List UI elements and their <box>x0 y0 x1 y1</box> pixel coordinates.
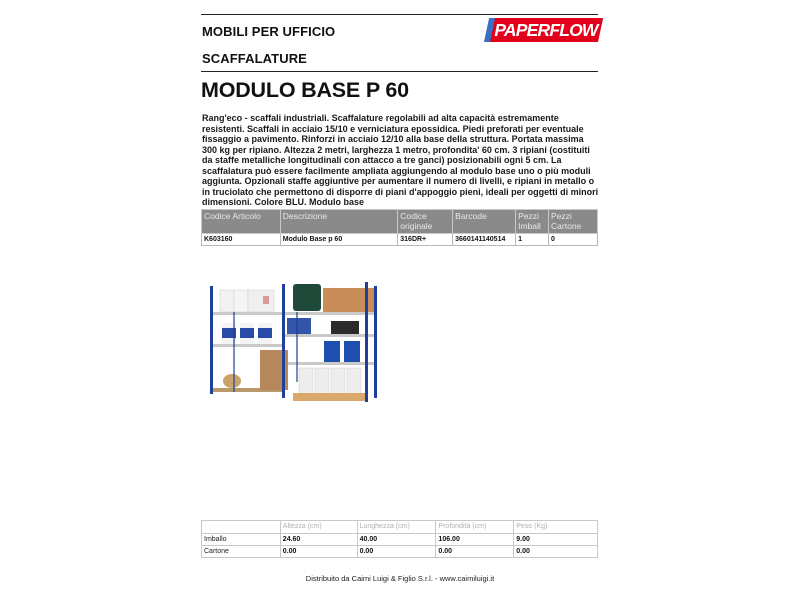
table-row <box>202 234 598 246</box>
col-codice-articolo: Codice Articolo <box>202 210 281 234</box>
cell-codice-articolo: K603160 <box>202 234 281 246</box>
col-barcode: Barcode <box>453 210 516 234</box>
col-descrizione: Descrizione <box>280 210 398 234</box>
article-table-header <box>202 210 598 234</box>
col-lunghezza: Lunghezza (cm) <box>357 521 436 534</box>
cell-altezza: 0.00 <box>280 546 357 558</box>
cell-barcode: 3660141140514 <box>453 234 516 246</box>
product-image <box>203 276 383 402</box>
product-title: MODULO BASE P 60 <box>201 78 409 102</box>
category-heading: MOBILI PER UFFICIO <box>202 24 336 39</box>
table-row <box>202 534 598 546</box>
col-pezzi-imball: Pezzi Imball <box>516 210 549 234</box>
col-altezza: Altezza (cm) <box>280 521 357 534</box>
product-description: Rang'eco - scaffali industriali. Scaffalature regolabili ad alta capacità estremamente resistenti. Scaffali in acciaio 15/10 e verniciatura epossidica. Piedi preforati per eventuale fissaggio a pavimento. Rinforzi in acciaio 12/10 alla base della struttura. Portata massima 300 kg per ripiano. Altezza 2 metri, larghezza 1 metro, profondita' 60 cm. 3 ripiani (costituiti da staffe metalliche longitudinali con attacco a tre ganci) posizionabili ogni 5 cm. La scaffalatura può essere facilmente ampliata aggiungendo al modulo base uno o più moduli aggiunta. Opzionali staffe aggiuntive per aumentare il numero di livelli, e ripiani in metallo o in truciolato che permettono di disporre di piani d'appoggio pieni, ideali per oggetti di minori dimensioni. Colore BLU. Modulo base <box>202 113 599 207</box>
col-profondita: Profondità (cm) <box>436 521 514 534</box>
logo-text: PAPERFLOW <box>494 20 598 40</box>
cell-profondita: 106.00 <box>436 534 514 546</box>
cell-pezzi-imball: 1 <box>516 234 549 246</box>
cell-lunghezza: 0.00 <box>357 546 436 558</box>
cell-descrizione: Modulo Base p 60 <box>280 234 398 246</box>
col-peso: Peso (Kg) <box>514 521 598 534</box>
row-label-cartone: Cartone <box>202 546 281 558</box>
cell-peso: 9.00 <box>514 534 598 546</box>
article-table <box>201 209 598 246</box>
dimensions-table <box>201 520 598 558</box>
col-pezzi-cartone: Pezzi Cartone <box>549 210 598 234</box>
cell-profondita: 0.00 <box>436 546 514 558</box>
col-empty <box>202 521 281 534</box>
top-rule <box>201 14 598 15</box>
table-row <box>202 546 598 558</box>
row-label-imballo: Imballo <box>202 534 281 546</box>
cell-peso: 0.00 <box>514 546 598 558</box>
cell-codice-originale: 316DR+ <box>398 234 453 246</box>
paperflow-logo <box>484 18 598 42</box>
footer-distributor: Distribuito da Caimi Luigi & Figlio S.r.l. - www.caimiluigi.it <box>305 574 495 583</box>
cell-altezza: 24.60 <box>280 534 357 546</box>
col-codice-originale: Codice originale <box>398 210 453 234</box>
cell-lunghezza: 40.00 <box>357 534 436 546</box>
subcategory-heading: SCAFFALATURE <box>202 51 307 66</box>
cell-pezzi-cartone: 0 <box>549 234 598 246</box>
dimensions-table-header <box>202 521 598 534</box>
mid-rule <box>201 71 598 72</box>
